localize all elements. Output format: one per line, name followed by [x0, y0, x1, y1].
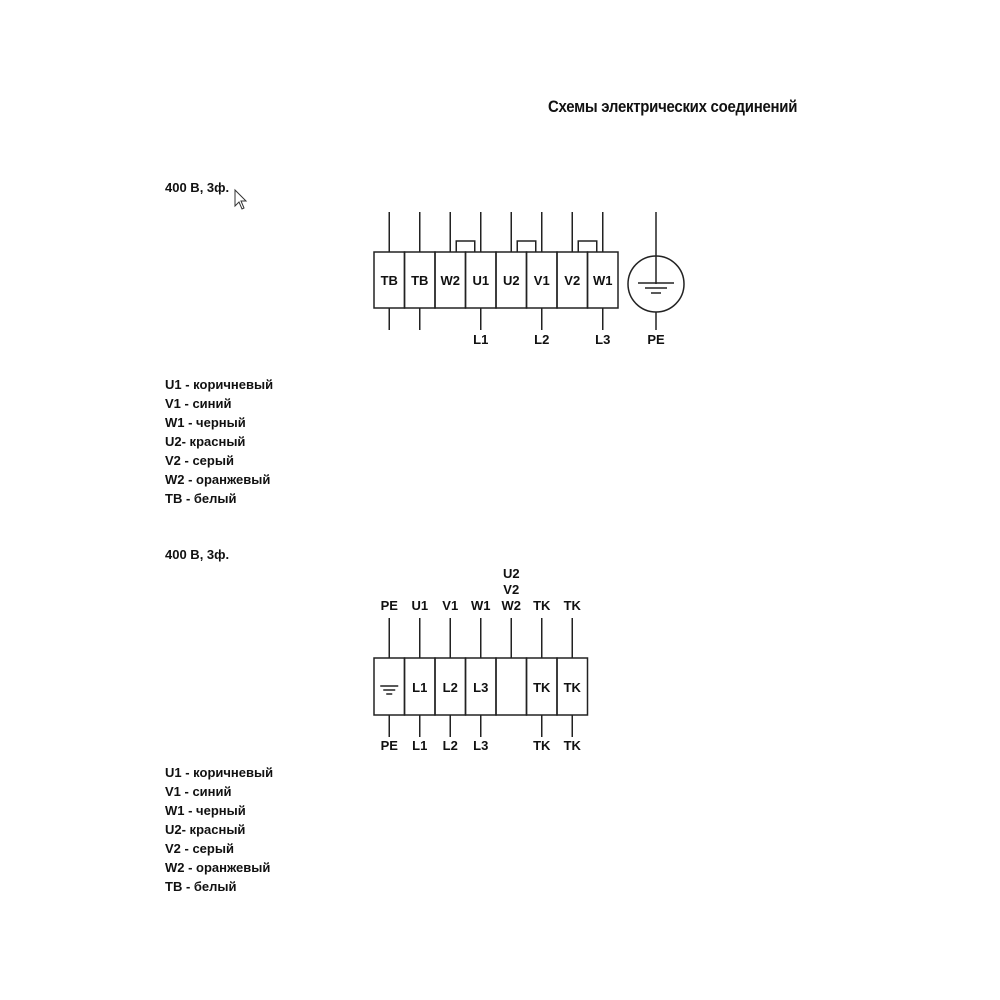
- diagram1-terminal-block: [374, 212, 684, 347]
- terminal-label: L2: [442, 680, 458, 695]
- diagram2-terminal-block: [374, 566, 588, 753]
- bottom-label: L3: [473, 738, 489, 753]
- top-label: PE: [380, 598, 398, 613]
- top-label: W2: [501, 598, 521, 613]
- bridge: [517, 241, 536, 252]
- legend-item: TB - белый: [165, 879, 237, 894]
- terminal-label: U1: [472, 273, 490, 288]
- bridge: [578, 241, 597, 252]
- terminal-label: L1: [412, 680, 428, 695]
- top-label: V2: [503, 582, 520, 597]
- legend-item: U1 - коричневый: [165, 765, 274, 780]
- legend-item: W2 - оранжевый: [165, 472, 271, 487]
- bottom-label: L2: [442, 738, 458, 753]
- bottom-label: PE: [380, 738, 398, 753]
- legend-item: V1 - синий: [165, 396, 232, 411]
- top-label: W1: [471, 598, 491, 613]
- terminal-label: TB: [411, 273, 429, 288]
- line-label: L2: [534, 332, 550, 347]
- top-label: U2: [502, 566, 520, 581]
- legend-item: U1 - коричневый: [165, 377, 274, 392]
- legend-item: V2 - серый: [165, 841, 234, 856]
- diagram1-voltage: 400 В, 3ф.: [165, 180, 230, 195]
- bottom-label: L1: [412, 738, 428, 753]
- mouse-cursor-icon: [235, 190, 246, 209]
- bottom-label: TK: [563, 738, 581, 753]
- legend-item: TB - белый: [165, 491, 237, 506]
- terminal-label: V2: [564, 273, 581, 288]
- bridge: [456, 241, 475, 252]
- legend-2: [165, 763, 273, 896]
- diagram2-voltage: 400 В, 3ф.: [165, 547, 230, 562]
- legend-item: V2 - серый: [165, 453, 234, 468]
- legend-item: U2- красный: [165, 822, 246, 837]
- legend-item: U2- красный: [165, 434, 246, 449]
- bottom-label: TK: [533, 738, 551, 753]
- top-label: V1: [442, 598, 459, 613]
- legend-item: V1 - синий: [165, 784, 232, 799]
- line-label: L3: [595, 332, 611, 347]
- page-title: Схемы электрических соединений: [548, 97, 798, 116]
- top-label: TK: [563, 598, 581, 613]
- line-label: L1: [473, 332, 489, 347]
- terminal-label: TB: [380, 273, 398, 288]
- terminal: [496, 658, 527, 715]
- terminal-label: W1: [593, 273, 613, 288]
- legend-1: [165, 375, 273, 508]
- terminal-label: W2: [440, 273, 460, 288]
- legend-item: W1 - черный: [165, 415, 246, 430]
- terminal-label: TK: [563, 680, 581, 695]
- legend-item: W1 - черный: [165, 803, 246, 818]
- terminal-label: V1: [533, 273, 550, 288]
- terminal-label: TK: [533, 680, 551, 695]
- top-label: TK: [533, 598, 551, 613]
- ground-label: PE: [647, 332, 665, 347]
- legend-item: W2 - оранжевый: [165, 860, 271, 875]
- terminal-label: L3: [473, 680, 489, 695]
- top-label: U1: [411, 598, 429, 613]
- terminal-label: U2: [502, 273, 520, 288]
